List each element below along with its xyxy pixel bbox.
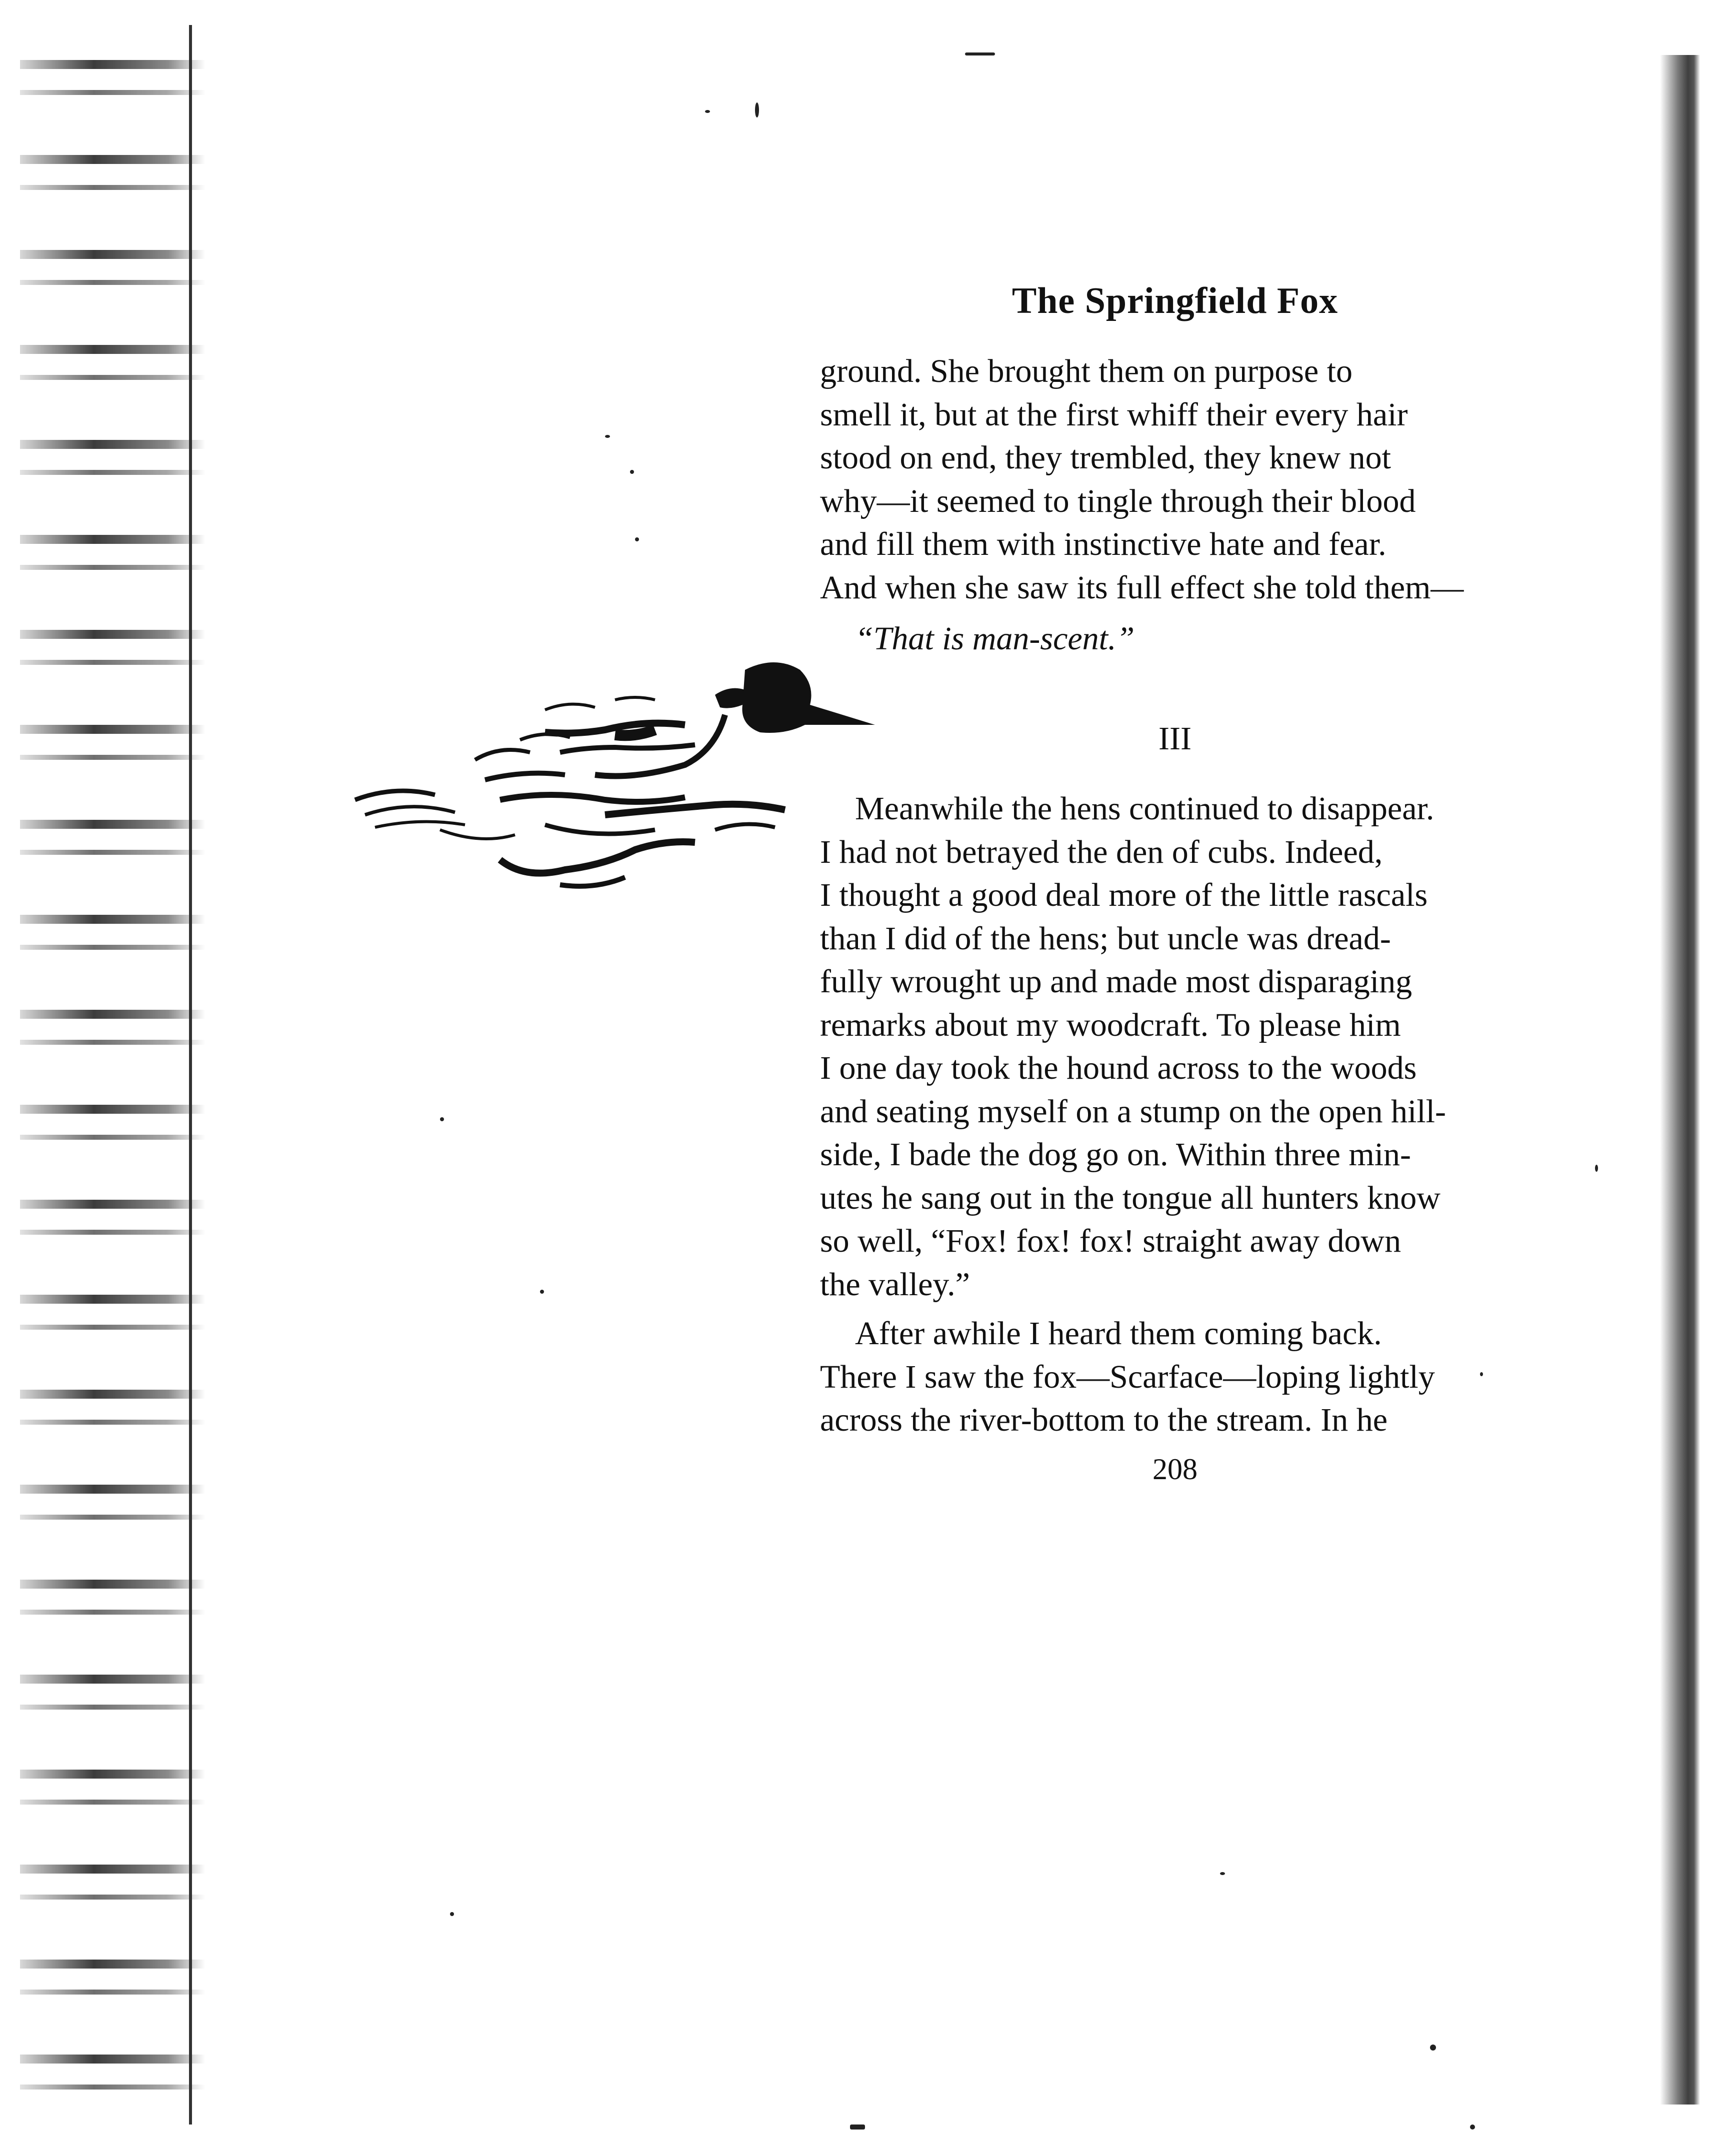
text-line: so well, “Fox! fox! fox! straight away down [820, 1223, 1402, 1259]
text-line: Meanwhile the hens continued to disappear. [855, 790, 1434, 827]
scanned-left-book-edge [20, 30, 205, 2120]
text-line: There I saw the fox—Scarface—loping lightly [820, 1358, 1435, 1395]
text-line: fully wrought up and made most disparaging [820, 963, 1412, 1000]
scan-artifact [605, 435, 610, 438]
scan-artifact [1430, 2045, 1436, 2051]
scan-artifact [635, 537, 639, 541]
scan-artifact [705, 110, 710, 113]
text-line: stood on end, they trembled, they knew not [820, 439, 1391, 476]
page-number: 208 [1152, 1453, 1198, 1486]
paragraph-3 [820, 1312, 1530, 1442]
left-page-gutter-line [189, 25, 192, 2125]
text-line: smell it, but at the first whiff their every hair [820, 396, 1408, 433]
scan-artifact [540, 1290, 544, 1294]
text-line: and fill them with instinctive hate and fear. [820, 526, 1386, 562]
scan-artifact [755, 102, 759, 117]
text-line: I had not betrayed the den of cubs. Indeed, [820, 833, 1383, 870]
scan-artifact [850, 2125, 865, 2130]
text-line: ground. She brought them on purpose to [820, 353, 1353, 389]
text-line: utes he sang out in the tongue all hunters know [820, 1179, 1440, 1216]
section-number: III [1158, 720, 1192, 757]
paragraph-1 [820, 350, 1530, 609]
text-line: And when she saw its full effect she told them— [820, 569, 1464, 606]
text-line: why—it seemed to tingle through their blood [820, 482, 1416, 519]
running-head: The Springfield Fox [1012, 280, 1338, 321]
text-line: across the river-bottom to the stream. In he [820, 1402, 1388, 1438]
text-line: I one day took the hound across to the woods [820, 1050, 1417, 1086]
scan-artifact [1480, 1372, 1483, 1376]
scanned-right-book-edge [1660, 55, 1700, 2105]
text-line: side, I bade the dog go on. Within three min- [820, 1136, 1412, 1173]
swimming-duck-sketch-icon [335, 650, 885, 910]
scan-artifact [450, 1912, 454, 1916]
text-line: remarks about my woodcraft. To please him [820, 1006, 1401, 1043]
man-scent-quote: “That is man-scent.” [855, 620, 1135, 657]
scan-artifact [630, 470, 634, 474]
scan-artifact [1470, 2125, 1475, 2130]
scan-artifact [440, 1117, 444, 1121]
text-line: the valley.” [820, 1266, 970, 1303]
text-line: I thought a good deal more of the little rascals [820, 877, 1428, 913]
scan-artifact [965, 52, 995, 55]
paragraph-2 [820, 787, 1530, 1306]
scan-artifact [1595, 1165, 1598, 1172]
text-line: After awhile I heard them coming back. [855, 1315, 1382, 1352]
text-line: and seating myself on a stump on the open hill- [820, 1093, 1446, 1130]
scan-artifact [1220, 1872, 1225, 1875]
text-line: than I did of the hens; but uncle was dread- [820, 920, 1391, 957]
